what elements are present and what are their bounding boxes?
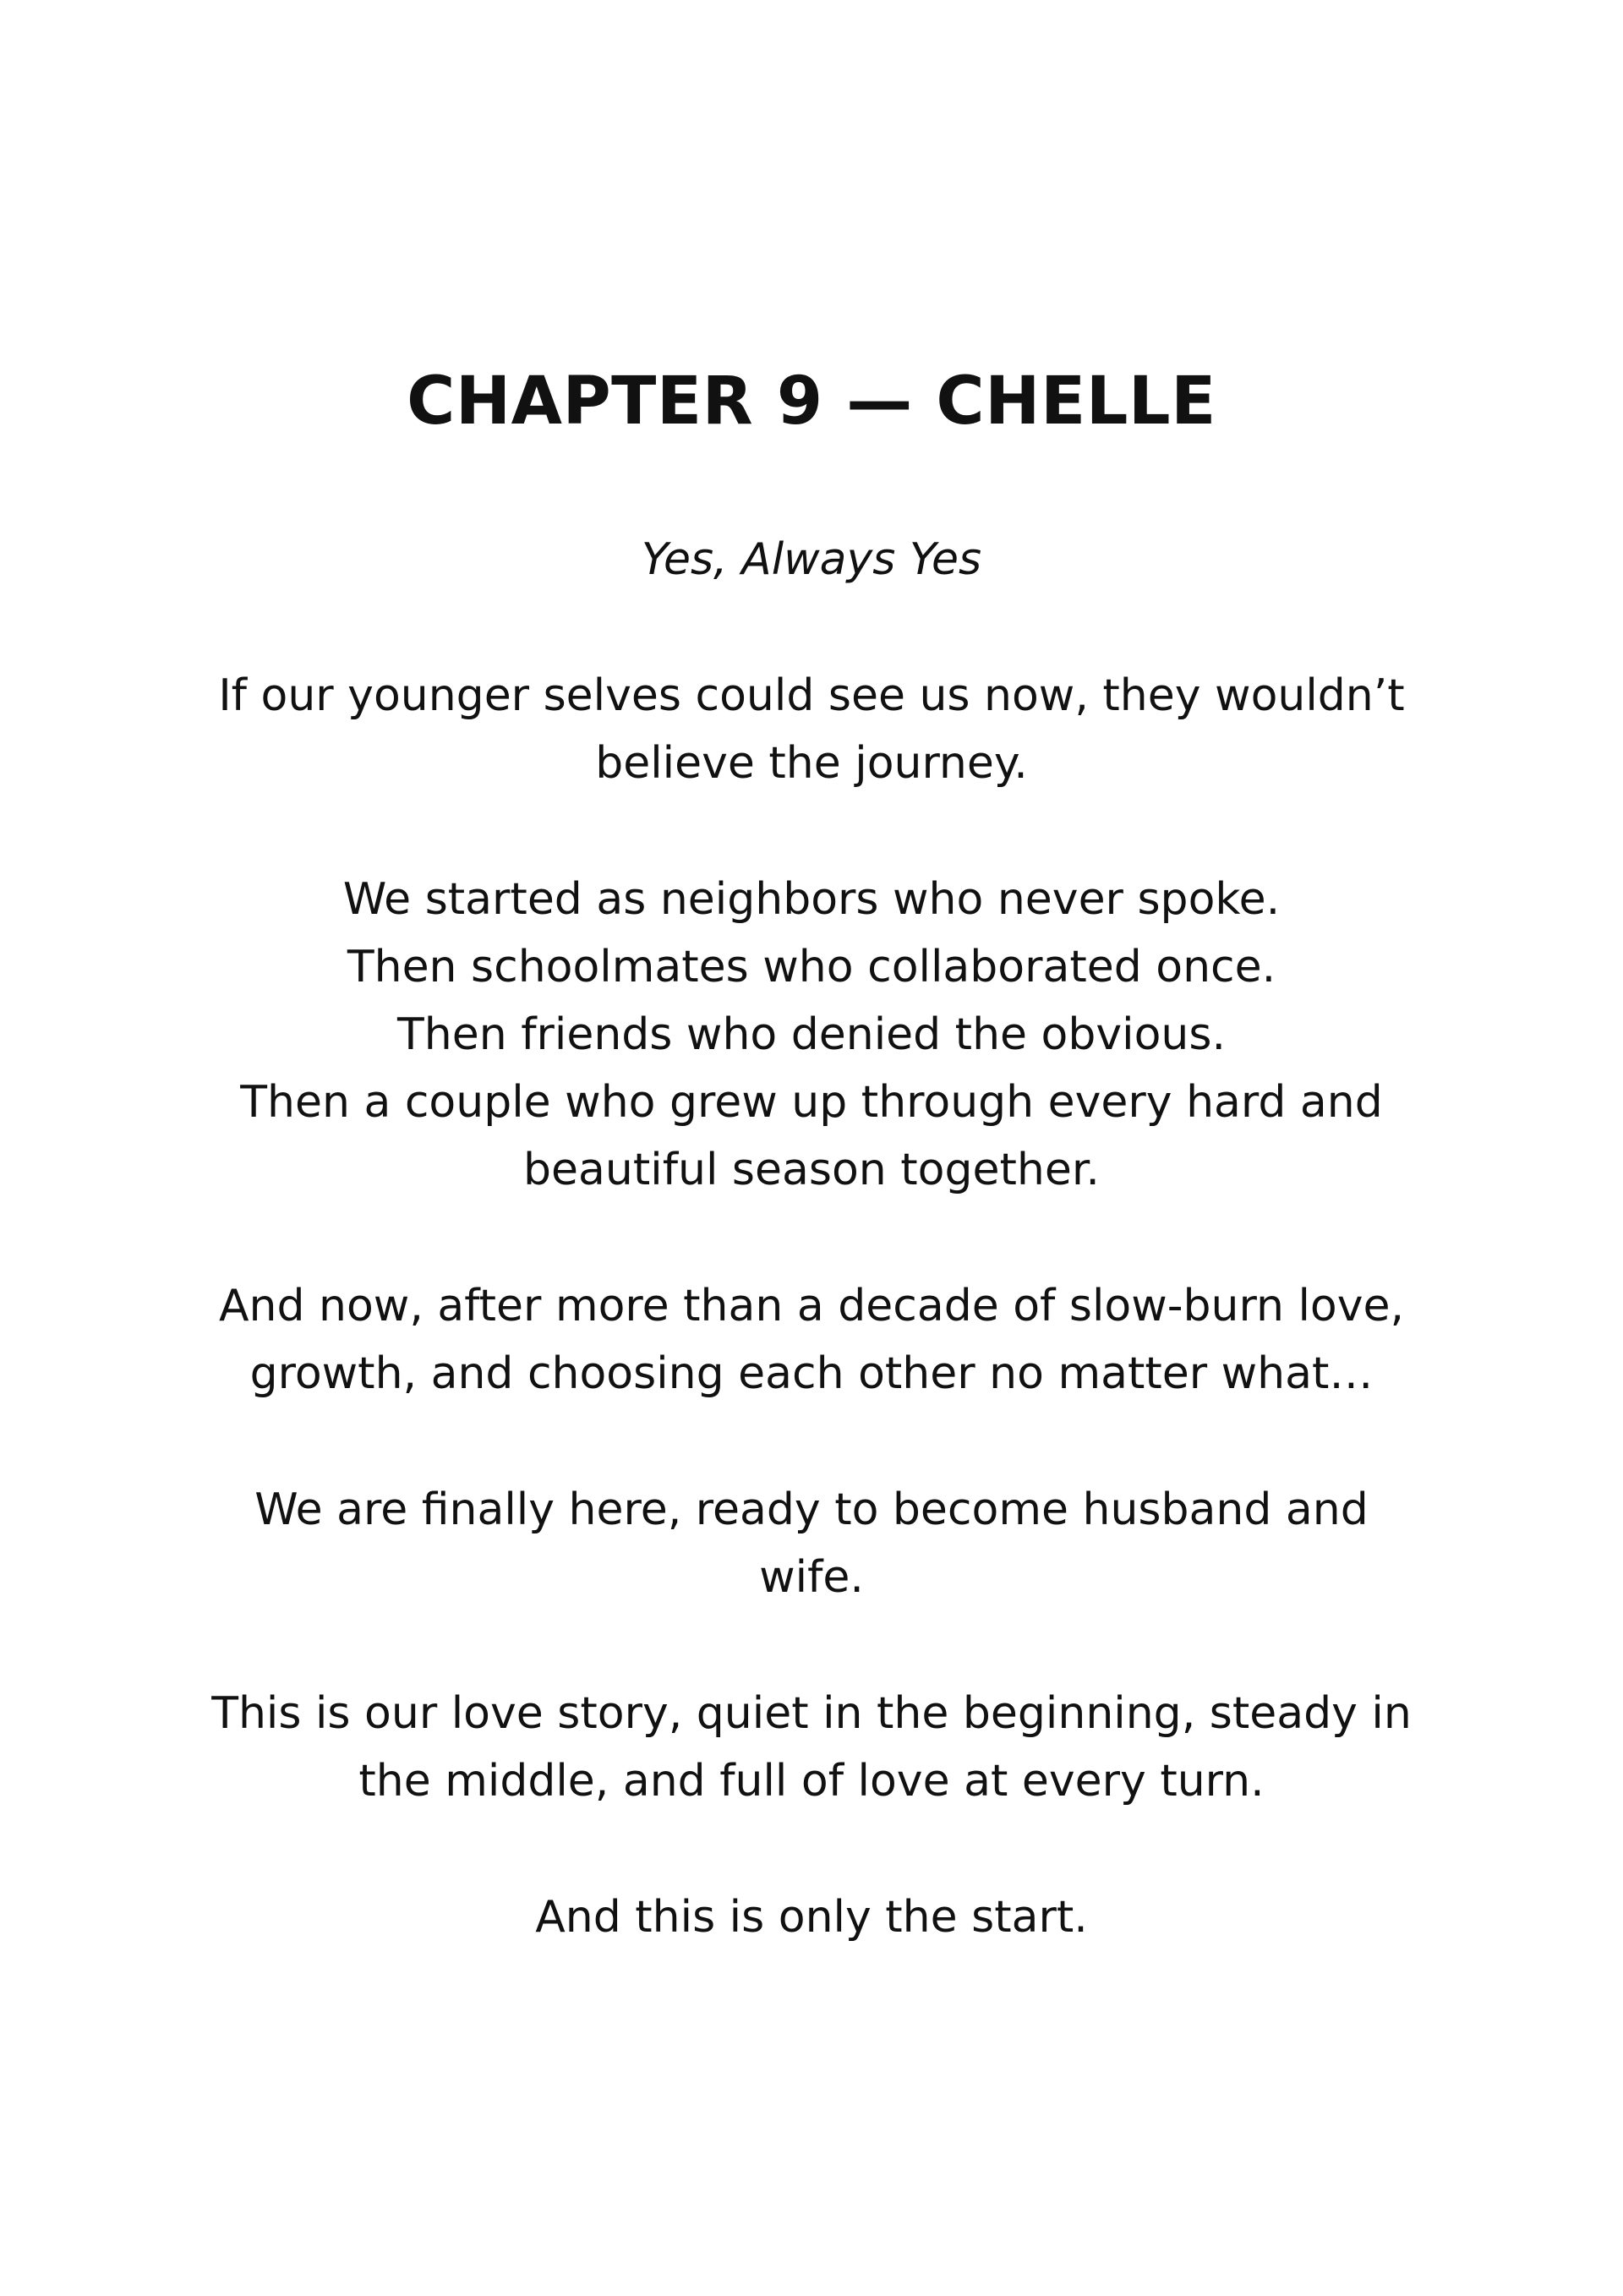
paragraph-line: We are finally here, ready to become husband and — [254, 1484, 1369, 1535]
paragraph-line: Then schoolmates who collaborated once. — [347, 942, 1276, 992]
chapter-subtitle: Yes, Always Yes — [641, 534, 982, 585]
paragraph-line: beautiful season together. — [523, 1145, 1100, 1195]
paragraph-line: And now, after more than a decade of slow-burn love, — [218, 1281, 1405, 1331]
paragraph-2 — [135, 866, 1488, 1204]
paragraph-line: believe the journey. — [595, 738, 1028, 789]
paragraph-line: We started as neighbors who never spoke. — [342, 874, 1281, 925]
paragraph-line: wife. — [759, 1552, 864, 1603]
paragraph-line: This is our love story, quiet in the beginning, steady in — [211, 1688, 1412, 1739]
paragraph-line: If our younger selves could see us now, they wouldn’t — [218, 670, 1405, 721]
paragraph-5 — [135, 1680, 1488, 1815]
paragraph-3 — [135, 1272, 1488, 1408]
paragraph-line: the middle, and full of love at every turn. — [358, 1756, 1265, 1807]
paragraph-line: growth, and choosing each other no matter what… — [249, 1348, 1374, 1399]
paragraph-4 — [135, 1476, 1488, 1611]
paragraph-1 — [135, 662, 1488, 797]
paragraph-line: Then a couple who grew up through every hard and — [240, 1077, 1383, 1128]
paragraph-line: Then friends who denied the obvious. — [397, 1009, 1226, 1060]
paragraph-6 — [135, 1883, 1488, 1951]
chapter-title: CHAPTER 9 — CHELLE — [407, 364, 1216, 440]
paragraph-line: And this is only the start. — [535, 1892, 1088, 1943]
